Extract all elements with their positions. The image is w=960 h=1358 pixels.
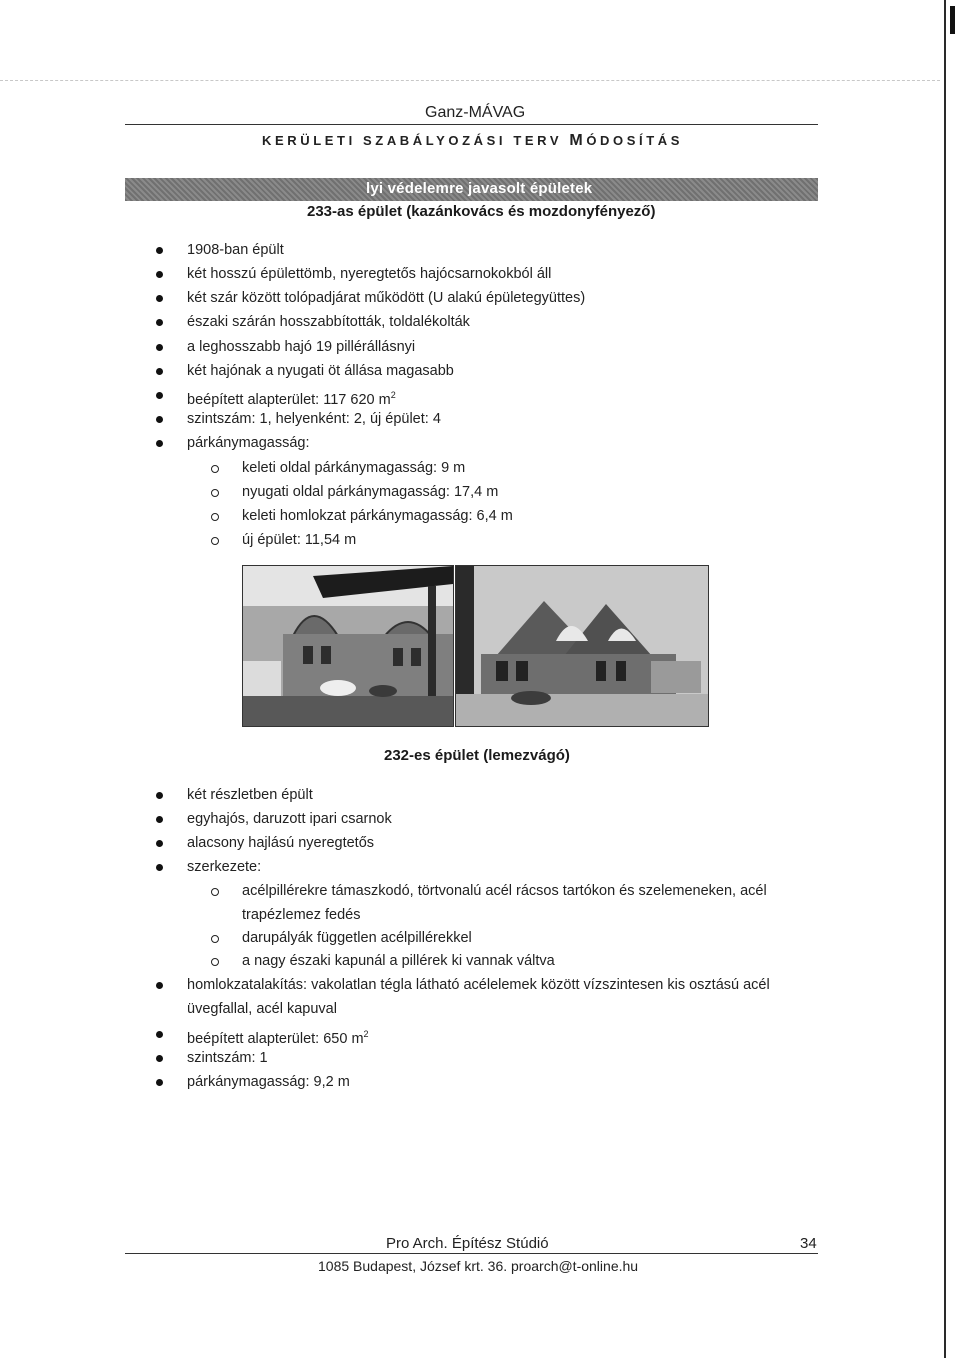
list-item: északi szárán hosszabbították, toldalékolták <box>187 312 470 332</box>
list-item: szintszám: 1 <box>187 1048 268 1068</box>
bullet-dot-icon <box>156 840 163 847</box>
list-item: egyhajós, daruzott ipari csarnok <box>187 809 392 829</box>
bullet-dot-icon <box>156 1055 163 1062</box>
sub-list-item: nyugati oldal párkánymagasság: 17,4 m <box>242 482 498 502</box>
header-title: Ganz-MÁVAG <box>425 104 526 121</box>
footer-studio: Pro Arch. Építész Stúdió <box>386 1235 549 1252</box>
sub-list-item: acélpillérekre támaszkodó, törtvonalú acél rácsos tartókon és szelemeneken, acél <box>242 881 767 901</box>
sub-list-item: új épület: 11,54 m <box>242 530 356 550</box>
section-banner-text: lyi védelemre javasolt épületek <box>366 180 593 197</box>
superscript: 2 <box>363 1029 369 1039</box>
building-232-title: 232-es épület (lemezvágó) <box>384 747 570 764</box>
bullet-dot-icon <box>156 792 163 799</box>
list-item: beépített alapterület: 650 $m^2$ <box>187 1024 369 1049</box>
bullet-ring-icon <box>211 489 219 497</box>
bullet-ring-icon <box>211 888 219 896</box>
bullet-dot-icon <box>156 295 163 302</box>
sub-list-item-continuation: trapézlemez fedés <box>242 907 361 923</box>
bullet-ring-icon <box>211 958 219 966</box>
bullet-ring-icon <box>211 465 219 473</box>
bullet-dot-icon <box>156 1079 163 1086</box>
footer-rule <box>125 1253 818 1254</box>
list-item: párkánymagasság: 9,2 m <box>187 1072 350 1092</box>
bullet-dot-icon <box>156 247 163 254</box>
bullet-dot-icon <box>156 416 163 423</box>
list-item: szerkezete: <box>187 857 261 877</box>
scan-edge-mark <box>950 6 955 34</box>
list-item: szintszám: 1, helyenként: 2, új épület: 4 <box>187 409 441 429</box>
bullet-ring-icon <box>211 513 219 521</box>
list-item: 1908-ban épült <box>187 240 284 260</box>
building-photo-west-drawing <box>243 566 453 726</box>
list-item: párkánymagasság: <box>187 433 310 453</box>
superscript: 2 <box>390 390 396 400</box>
sub-list-item: a nagy északi kapunál a pillérek ki vannak váltva <box>242 951 555 971</box>
bullet-dot-icon <box>156 440 163 447</box>
bullet-dot-icon <box>156 982 163 989</box>
header-rule <box>125 124 818 125</box>
list-item: két hajónak a nyugati öt állása magasabb <box>187 361 454 381</box>
bullet-dot-icon <box>156 368 163 375</box>
header-subtitle-initial: M <box>569 132 587 149</box>
header-subtitle <box>262 132 683 150</box>
sub-list-item: darupályák független acélpillérekkel <box>242 928 472 948</box>
bullet-dot-icon <box>156 344 163 351</box>
bullet-dot-icon <box>156 1031 163 1038</box>
list-item: két részletben épült <box>187 785 313 805</box>
sub-list-item: keleti oldal párkánymagasság: 9 m <box>242 458 465 478</box>
bullet-ring-icon <box>211 935 219 943</box>
page-number: 34 <box>800 1235 817 1252</box>
list-item: két hosszú épülettömb, nyeregtetős hajócsarnokokból áll <box>187 264 551 284</box>
list-item: alacsony hajlású nyeregtetős <box>187 833 374 853</box>
list-item: beépített alapterület: 117 620 $m^2$ <box>187 385 396 410</box>
bullet-ring-icon <box>211 537 219 545</box>
bullet-dot-icon <box>156 271 163 278</box>
building-photo-east <box>455 565 709 727</box>
header-subtitle-part: KERÜLETI SZABÁLYOZÁSI TERV <box>262 133 570 148</box>
list-item-continuation: üvegfallal, acél kapuval <box>187 1001 337 1017</box>
bullet-dot-icon <box>156 816 163 823</box>
page-edge-line <box>944 0 946 1358</box>
bullet-dot-icon <box>156 319 163 326</box>
list-item: a leghosszabb hajó 19 pillérállásnyi <box>187 337 415 357</box>
list-item: két szár között tolópadjárat működött (U alakú épületegyüttes) <box>187 288 585 308</box>
sub-list-item: keleti homlokzat párkánymagasság: 6,4 m <box>242 506 513 526</box>
list-item: homlokzatalakítás: vakolatlan tégla látható acélelemek között vízszintesen kis osztású acél <box>187 975 770 995</box>
building-photo-west <box>242 565 454 727</box>
footer-address: 1085 Budapest, József krt. 36. proarch@t-online.hu <box>318 1258 639 1274</box>
bullet-dot-icon <box>156 392 163 399</box>
scan-artifact-line <box>0 80 940 81</box>
building-233-title: 233-as épület (kazánkovács és mozdonyfényező) <box>307 203 656 220</box>
header-subtitle-part: ÓDOSÍTÁS <box>586 133 684 148</box>
bullet-dot-icon <box>156 864 163 871</box>
building-photo-east-drawing <box>456 566 708 726</box>
